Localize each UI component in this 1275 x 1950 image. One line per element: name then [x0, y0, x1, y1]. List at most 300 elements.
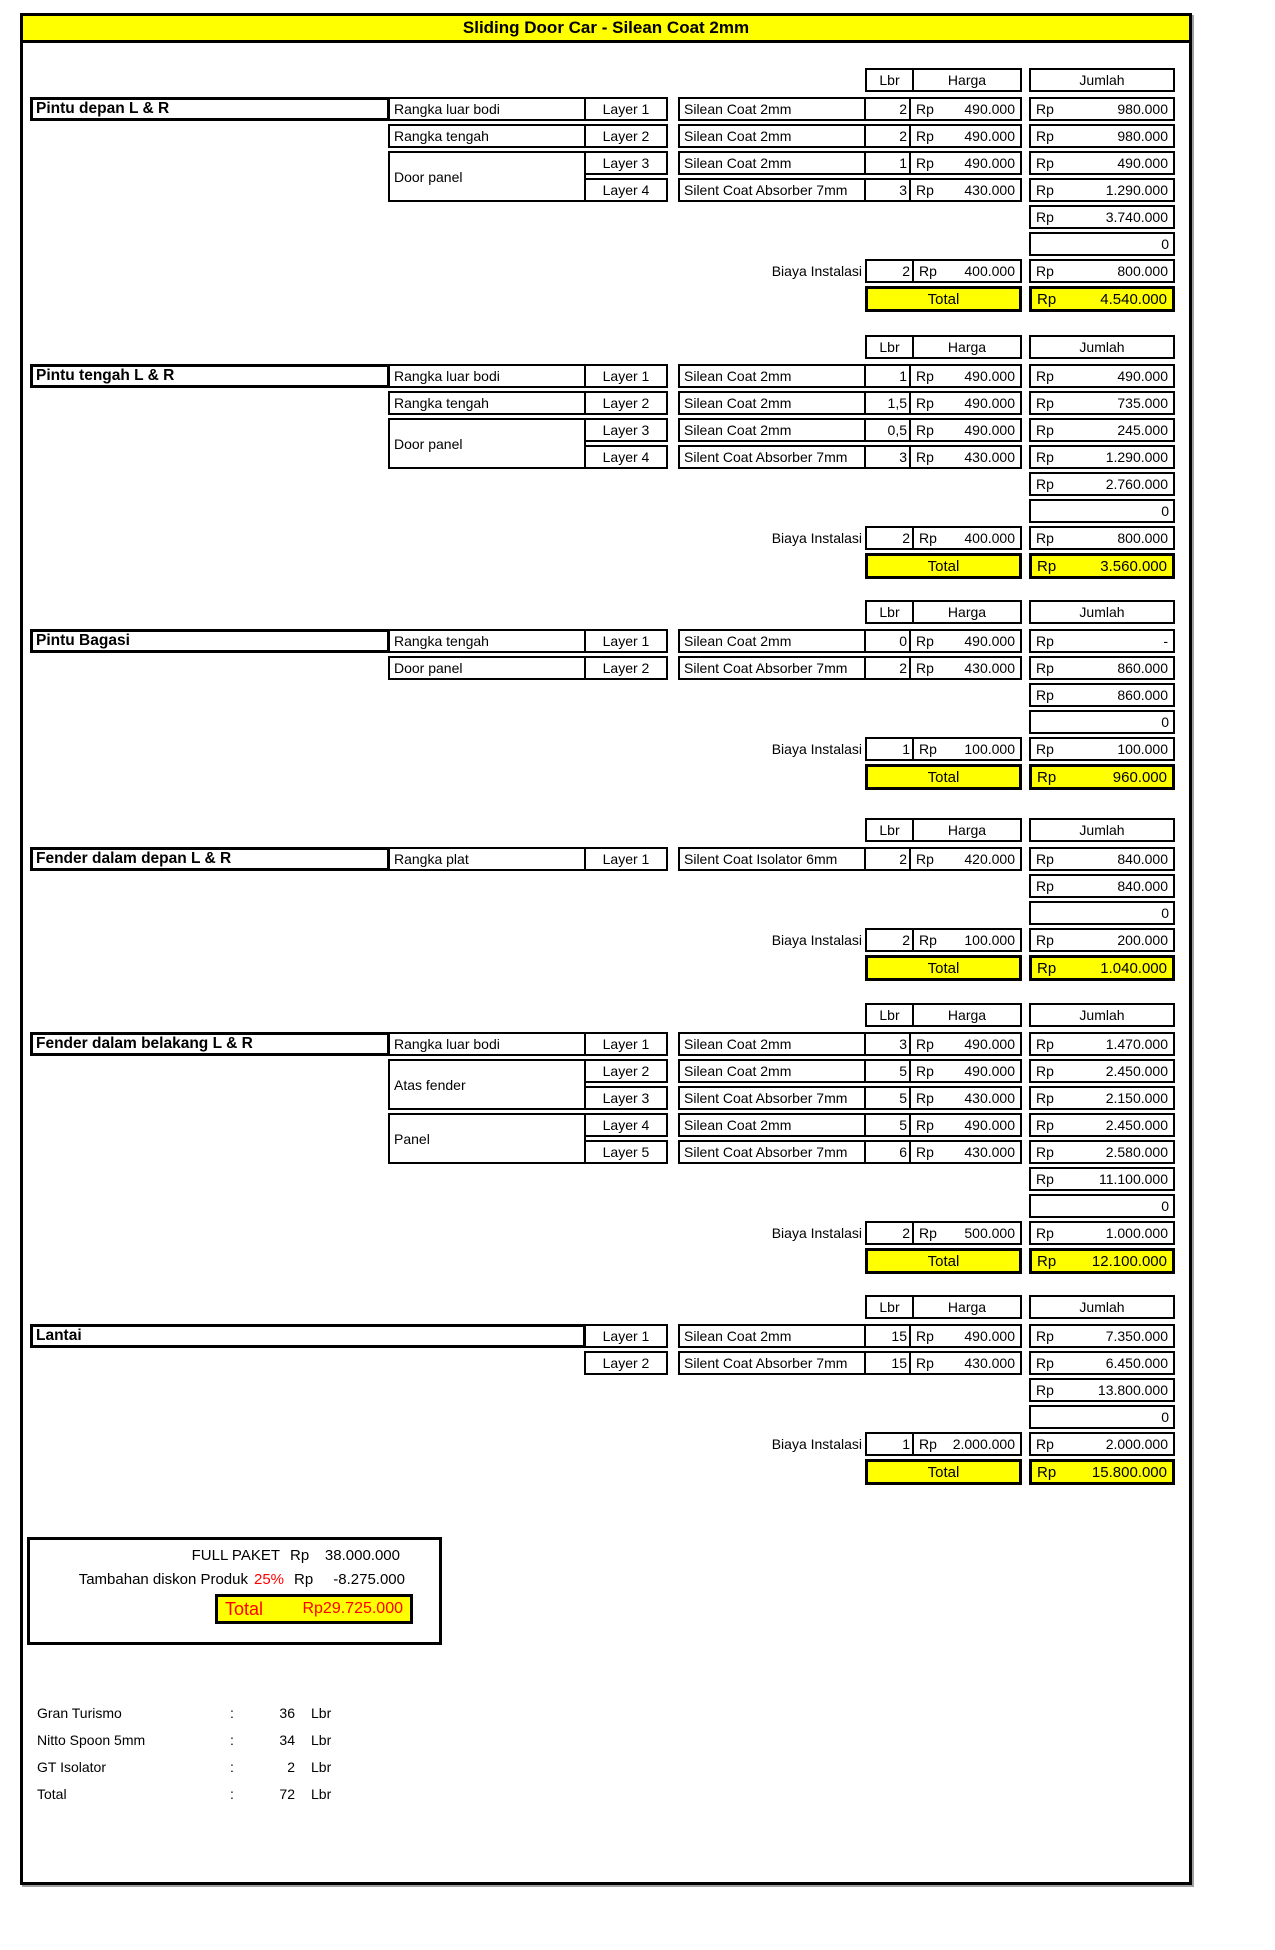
jumlah-cell: [1029, 178, 1175, 202]
header-jumlah-label: Jumlah: [1079, 339, 1125, 355]
header-harga-label: Harga: [947, 1007, 987, 1023]
jumlah-cell: [1029, 1113, 1175, 1137]
material-cell: [680, 366, 864, 386]
currency-label: Rp: [1036, 182, 1054, 198]
total-label: Total: [927, 1252, 960, 1270]
part-label: Rangka tengah: [394, 128, 489, 144]
biaya-harga-cell: [912, 1434, 1020, 1454]
total-label-cell: [865, 1459, 1022, 1485]
material-cell: [680, 393, 864, 413]
layer-label: Layer 3: [602, 422, 650, 438]
material-cell: [680, 1326, 864, 1346]
harga-cell: [909, 1061, 1020, 1081]
inventory-item-label: Nitto Spoon 5mm: [37, 1732, 146, 1748]
material-group: [678, 178, 1022, 202]
header-jumlah: [1029, 1003, 1175, 1027]
biaya-jumlah-cell: [1029, 259, 1175, 283]
header-jumlah-label: Jumlah: [1079, 604, 1125, 620]
zero-value: 0: [1161, 1198, 1169, 1214]
biaya-instalasi-label: [590, 928, 862, 952]
part-cell: [388, 847, 586, 871]
lbr-value: 0: [899, 633, 907, 649]
amount: 800.000: [1117, 530, 1168, 546]
material-group: [678, 1324, 1022, 1348]
header-harga: [912, 337, 1020, 357]
currency-label: Rp: [916, 182, 934, 198]
section-title-label: Pintu tengah L & R: [36, 367, 175, 384]
header-harga-label: Harga: [947, 1299, 987, 1315]
lbr-value: 2: [902, 530, 910, 546]
header-lbr: [867, 70, 912, 90]
amount: 490.000: [964, 1063, 1015, 1079]
amount: 490.000: [964, 155, 1015, 171]
currency-label: Rp: [919, 263, 937, 279]
amount: 490.000: [964, 128, 1015, 144]
biaya-group: [865, 1432, 1022, 1456]
currency-label: Rp: [916, 1063, 934, 1079]
section-lantai: [30, 1295, 1176, 1488]
currency-label: Rp: [1036, 1382, 1054, 1398]
amount: 3.740.000: [1105, 209, 1168, 225]
section-title: [30, 1032, 390, 1056]
layer-label: Layer 1: [602, 1328, 650, 1344]
zero-cell: [1029, 1405, 1175, 1429]
header-harga-label: Harga: [947, 339, 987, 355]
inventory-unit: Lbr: [311, 1705, 332, 1721]
part-cell: [388, 1059, 586, 1110]
total-label-cell: [865, 764, 1022, 790]
lbr-value: 0,5: [887, 422, 907, 438]
biaya-harga-cell: [912, 528, 1020, 548]
header-jumlah-label: Jumlah: [1079, 822, 1125, 838]
currency-label: Rp: [916, 851, 934, 867]
inventory-row: [37, 1705, 367, 1723]
amount: 490.000: [1117, 155, 1168, 171]
currency-label: Rp: [1036, 878, 1054, 894]
header-jumlah: [1029, 335, 1175, 359]
harga-cell: [909, 1088, 1020, 1108]
layer-label: Layer 1: [602, 633, 650, 649]
harga-cell: [909, 180, 1020, 200]
lbr-value: 2: [902, 1225, 910, 1241]
part-cell: [388, 364, 586, 388]
biaya-instalasi-label: [590, 1432, 862, 1456]
material-group: [678, 656, 1022, 680]
material-cell: [680, 631, 864, 651]
jumlah-cell: [1029, 391, 1175, 415]
column-headers-group: [865, 600, 1022, 624]
material-label: Silean Coat 2mm: [684, 368, 792, 384]
full-paket-label: FULL PAKET: [191, 1547, 280, 1564]
biaya-instalasi-label: [590, 526, 862, 550]
currency-label: Rp: [919, 1225, 937, 1241]
amount: 490.000: [964, 368, 1015, 384]
currency-label: Rp: [1036, 1090, 1054, 1106]
subtotal-cell: [1029, 683, 1175, 707]
material-group: [678, 847, 1022, 871]
material-group: [678, 418, 1022, 442]
summary-discount-row: [30, 1571, 439, 1591]
amount: 840.000: [1117, 851, 1168, 867]
material-group: [678, 124, 1022, 148]
lbr-cell: [864, 1034, 909, 1054]
amount: 4.540.000: [1100, 290, 1167, 308]
material-cell: [680, 99, 864, 119]
inventory-unit: Lbr: [311, 1759, 332, 1775]
currency-label: Rp: [1037, 1252, 1057, 1270]
biaya-harga-cell: [912, 1223, 1020, 1243]
material-cell: [680, 1088, 864, 1108]
section-title-label: Pintu Bagasi: [36, 632, 130, 649]
inventory-unit: Lbr: [311, 1732, 332, 1748]
header-lbr: [867, 602, 912, 622]
material-cell: [680, 180, 864, 200]
layer-cell: [584, 1032, 668, 1056]
lbr-value: 3: [899, 1036, 907, 1052]
currency-label: Rp: [1036, 530, 1054, 546]
jumlah-cell: [1029, 151, 1175, 175]
amount: 500.000: [964, 1225, 1015, 1241]
inventory-item-label: GT Isolator: [37, 1759, 106, 1775]
currency-label: Rp: [1037, 1463, 1057, 1481]
material-label: Silean Coat 2mm: [684, 1063, 792, 1079]
lbr-value: 1,5: [887, 395, 907, 411]
header-harga: [912, 1005, 1020, 1025]
jumlah-cell: [1029, 1059, 1175, 1083]
summary-full-paket-row: [30, 1547, 439, 1567]
currency-label: Rp: [916, 422, 934, 438]
material-cell: [680, 447, 864, 467]
jumlah-cell: [1029, 629, 1175, 653]
total-label: Total: [927, 290, 960, 308]
layer-cell: [584, 1351, 668, 1375]
material-group: [678, 364, 1022, 388]
jumlah-cell: [1029, 97, 1175, 121]
total-label: Total: [927, 768, 960, 786]
inventory-qty: 2: [287, 1759, 295, 1775]
header-lbr: [867, 337, 912, 357]
biaya-jumlah-cell: [1029, 928, 1175, 952]
biaya-jumlah-cell: [1029, 526, 1175, 550]
jumlah-cell: [1029, 1086, 1175, 1110]
lbr-value: 6: [899, 1144, 907, 1160]
layer-label: Layer 3: [602, 155, 650, 171]
amount: 980.000: [1117, 128, 1168, 144]
currency-label: Rp: [1036, 1036, 1054, 1052]
currency-label: Rp: [919, 1436, 937, 1452]
layer-cell: [584, 656, 668, 680]
zero-cell: [1029, 232, 1175, 256]
amount: 12.100.000: [1091, 1252, 1167, 1270]
part-label: Rangka luar bodi: [394, 368, 500, 384]
zero-cell: [1029, 1194, 1175, 1218]
lbr-value: 2: [902, 932, 910, 948]
inventory-row: [37, 1732, 367, 1750]
layer-cell: [584, 847, 668, 871]
lbr-value: 2: [902, 263, 910, 279]
currency-label: Rp: [916, 155, 934, 171]
part-label: Door panel: [394, 435, 463, 452]
layer-label: Layer 5: [602, 1144, 650, 1160]
amount: 430.000: [964, 1090, 1015, 1106]
currency-label: Rp: [1036, 1355, 1054, 1371]
section-title-label: Pintu depan L & R: [36, 100, 170, 117]
biaya-jumlah-cell: [1029, 737, 1175, 761]
currency-label: Rp: [916, 1144, 934, 1160]
header-lbr: [867, 1005, 912, 1025]
part-cell: [388, 1032, 586, 1056]
currency-label: Rp: [919, 530, 937, 546]
amount: 490.000: [964, 1117, 1015, 1133]
lbr-value: 15: [891, 1328, 907, 1344]
material-cell: [680, 153, 864, 173]
harga-cell: [909, 420, 1020, 440]
material-label: Silean Coat 2mm: [684, 1117, 792, 1133]
inventory-row: [37, 1759, 367, 1777]
zero-cell: [1029, 710, 1175, 734]
part-label: Door panel: [394, 168, 463, 185]
lbr-cell: [864, 366, 909, 386]
currency-label: Rp: [916, 1090, 934, 1106]
part-cell: [388, 151, 586, 202]
layer-cell: [584, 124, 668, 148]
biaya-instalasi-label-text: Biaya Instalasi: [771, 741, 862, 757]
biaya-jumlah-cell: [1029, 1432, 1175, 1456]
amount: 1.290.000: [1105, 449, 1168, 465]
part-label: Door panel: [394, 660, 463, 676]
currency-label: Rp: [1036, 209, 1054, 225]
material-group: [678, 1086, 1022, 1110]
layer-label: Layer 2: [602, 660, 650, 676]
material-label: Silent Coat Absorber 7mm: [684, 1090, 848, 1106]
total-value-cell: [1029, 1248, 1175, 1274]
inventory-qty: 72: [279, 1786, 295, 1802]
lbr-cell: [864, 1115, 909, 1135]
lbr-value: 1: [902, 741, 910, 757]
amount: 490.000: [964, 422, 1015, 438]
zero-cell: [1029, 901, 1175, 925]
amount: 2.000.000: [952, 1436, 1015, 1452]
lbr-value: 1: [902, 1436, 910, 1452]
harga-cell: [909, 631, 1020, 651]
part-label: Atas fender: [394, 1076, 466, 1093]
biaya-instalasi-label: [590, 1221, 862, 1245]
layer-label: Layer 1: [602, 101, 650, 117]
material-group: [678, 391, 1022, 415]
amount: 735.000: [1117, 395, 1168, 411]
part-cell: [388, 656, 586, 680]
zero-value: 0: [1161, 236, 1169, 252]
zero-value: 0: [1161, 905, 1169, 921]
material-group: [678, 629, 1022, 653]
material-label: Silean Coat 2mm: [684, 155, 792, 171]
material-label: Silent Coat Absorber 7mm: [684, 449, 848, 465]
lbr-value: 5: [899, 1063, 907, 1079]
material-group: [678, 1032, 1022, 1056]
layer-cell: [584, 97, 668, 121]
jumlah-cell: [1029, 1324, 1175, 1348]
amount: 800.000: [1117, 263, 1168, 279]
header-lbr-label: Lbr: [879, 72, 900, 88]
part-cell: [388, 418, 586, 469]
biaya-instalasi-label-text: Biaya Instalasi: [771, 530, 862, 546]
header-lbr-label: Lbr: [879, 1007, 900, 1023]
part-label: Rangka luar bodi: [394, 101, 500, 117]
amount: 400.000: [964, 263, 1015, 279]
part-cell: [388, 391, 586, 415]
part-label: Rangka tengah: [394, 395, 489, 411]
currency-label: Rp: [1036, 395, 1054, 411]
layer-label: Layer 3: [602, 1090, 650, 1106]
currency-label: Rp: [916, 660, 934, 676]
lbr-cell: [864, 447, 909, 467]
amount: 420.000: [964, 851, 1015, 867]
lbr-value: 5: [899, 1090, 907, 1106]
amount: 490.000: [964, 1036, 1015, 1052]
amount: 430.000: [964, 182, 1015, 198]
inventory-item-label: Total: [37, 1786, 67, 1802]
amount: 2.580.000: [1105, 1144, 1168, 1160]
discount-percent: 25%: [254, 1571, 285, 1588]
currency-label: Rp: [1037, 557, 1057, 575]
material-cell: [680, 126, 864, 146]
lbr-value: 2: [899, 101, 907, 117]
biaya-lbr-cell: [867, 1434, 912, 1454]
lbr-cell: [864, 180, 909, 200]
material-cell: [680, 1115, 864, 1135]
lbr-cell: [864, 1061, 909, 1081]
currency-label: Rp: [916, 368, 934, 384]
material-label: Silent Coat Absorber 7mm: [684, 1355, 848, 1371]
amount: 3.560.000: [1100, 557, 1167, 575]
currency-label: Rp: [1036, 422, 1054, 438]
material-group: [678, 97, 1022, 121]
material-cell: [680, 849, 864, 869]
section-title: [30, 629, 390, 653]
currency-label: Rp: [1036, 1117, 1054, 1133]
lbr-value: 2: [899, 851, 907, 867]
colon: :: [230, 1759, 234, 1775]
harga-cell: [909, 153, 1020, 173]
material-group: [678, 1059, 1022, 1083]
currency-label: Rp: [916, 101, 934, 117]
amount: 1.000.000: [1105, 1225, 1168, 1241]
currency-label: Rp: [1036, 449, 1054, 465]
total-label-cell: [865, 286, 1022, 312]
zero-value: 0: [1161, 1409, 1169, 1425]
lbr-cell: [864, 126, 909, 146]
currency-label: Rp: [1036, 687, 1054, 703]
material-group: [678, 1140, 1022, 1164]
harga-cell: [909, 1034, 1020, 1054]
header-lbr: [867, 1297, 912, 1317]
lbr-value: 15: [891, 1355, 907, 1371]
material-cell: [680, 1353, 864, 1373]
lbr-cell: [864, 1353, 909, 1373]
layer-label: Layer 2: [602, 1355, 650, 1371]
jumlah-cell: [1029, 124, 1175, 148]
amount: 490.000: [964, 101, 1015, 117]
jumlah-cell: [1029, 445, 1175, 469]
inventory-unit: Lbr: [311, 1786, 332, 1802]
harga-cell: [909, 447, 1020, 467]
lbr-cell: [864, 658, 909, 678]
total-value-cell: [1029, 764, 1175, 790]
harga-cell: [909, 366, 1020, 386]
currency-label: Rp: [919, 741, 937, 757]
amount: 100.000: [964, 741, 1015, 757]
header-jumlah: [1029, 1295, 1175, 1319]
lbr-cell: [864, 153, 909, 173]
amount: 490.000: [1117, 368, 1168, 384]
currency-label: Rp: [916, 1117, 934, 1133]
lbr-value: 1: [899, 368, 907, 384]
amount: 2.760.000: [1105, 476, 1168, 492]
section-title: [30, 364, 390, 388]
inventory-item-label: Gran Turismo: [37, 1705, 122, 1721]
lbr-cell: [864, 393, 909, 413]
lbr-value: 3: [899, 449, 907, 465]
amount: 490.000: [964, 633, 1015, 649]
currency-label: Rp: [1036, 128, 1054, 144]
section-title-label: Fender dalam belakang L & R: [36, 1035, 253, 1052]
amount: 11.100.000: [1098, 1171, 1168, 1187]
subtotal-cell: [1029, 1167, 1175, 1191]
biaya-group: [865, 526, 1022, 550]
layer-cell: [584, 391, 668, 415]
header-jumlah-label: Jumlah: [1079, 1007, 1125, 1023]
biaya-harga-cell: [912, 739, 1020, 759]
total-label: Total: [927, 1463, 960, 1481]
part-cell: [388, 629, 586, 653]
lbr-value: 5: [899, 1117, 907, 1133]
summary-total-value: Rp29.725.000: [302, 1600, 403, 1617]
amount: 2.450.000: [1105, 1063, 1168, 1079]
layer-label: Layer 1: [602, 851, 650, 867]
currency-label: Rp: [1037, 768, 1057, 786]
part-label: Rangka plat: [394, 851, 469, 867]
subtotal-cell: [1029, 472, 1175, 496]
lbr-value: 1: [899, 155, 907, 171]
amount: 13.800.000: [1097, 1382, 1168, 1398]
amount: 7.350.000: [1105, 1328, 1168, 1344]
material-label: Silent Coat Absorber 7mm: [684, 182, 848, 198]
amount: 2.000.000: [1105, 1436, 1168, 1452]
currency-label: Rp: [1037, 290, 1057, 308]
currency-label: Rp: [1036, 1171, 1054, 1187]
amount: 860.000: [1117, 687, 1168, 703]
biaya-group: [865, 1221, 1022, 1245]
jumlah-cell: [1029, 1032, 1175, 1056]
amount: 200.000: [1117, 932, 1168, 948]
layer-label: Layer 4: [602, 182, 650, 198]
total-value-cell: [1029, 955, 1175, 981]
biaya-group: [865, 737, 1022, 761]
material-label: Silent Coat Absorber 7mm: [684, 660, 848, 676]
discount-label: Tambahan diskon Produk: [78, 1571, 248, 1588]
section-fender-dalam-depan: [30, 818, 1176, 984]
material-cell: [680, 658, 864, 678]
section-title-label: Lantai: [36, 1327, 82, 1344]
lbr-value: 2: [899, 128, 907, 144]
amount: 245.000: [1117, 422, 1168, 438]
header-harga-label: Harga: [947, 822, 987, 838]
currency-label: Rp: [1036, 1063, 1054, 1079]
amount: 860.000: [1117, 660, 1168, 676]
material-label: Silean Coat 2mm: [684, 1036, 792, 1052]
amount: 100.000: [964, 932, 1015, 948]
biaya-instalasi-label: [590, 259, 862, 283]
